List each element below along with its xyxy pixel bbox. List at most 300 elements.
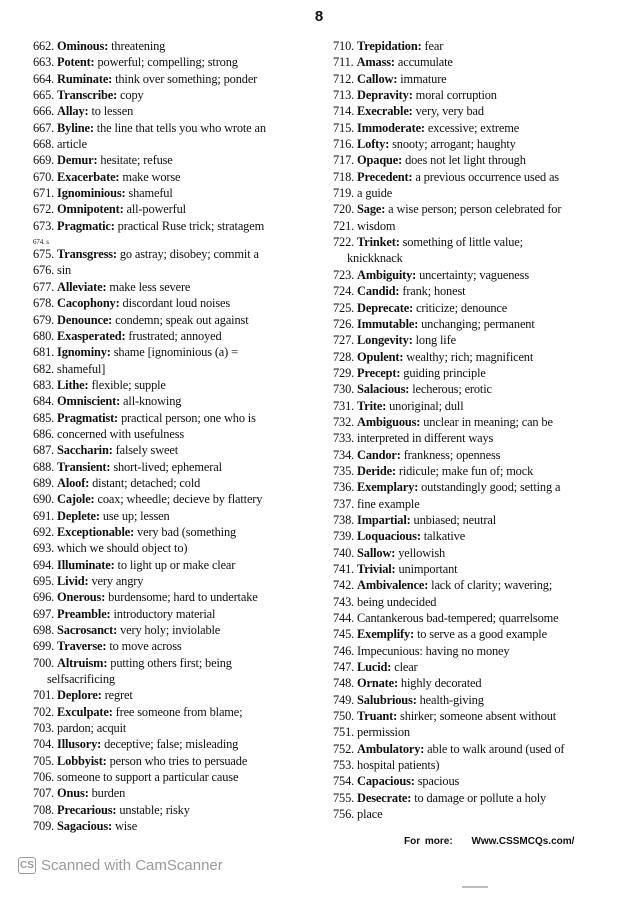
entry-number: 743.: [333, 594, 355, 609]
entry-number: 680.: [33, 328, 55, 343]
glossary-entry: [33, 459, 323, 475]
entry-definition: unbiased; neutral: [410, 512, 496, 527]
entry-term: Lucid:: [357, 660, 392, 675]
entry-definition: distant; detached; cold: [89, 475, 201, 490]
entry-number: 679.: [33, 312, 55, 327]
entry-definition: moral corruption: [412, 88, 497, 103]
entry-term: Altruism:: [57, 655, 108, 670]
entry-definition: s: [46, 238, 49, 247]
entry-definition: falsely sweet: [112, 443, 179, 458]
entry-term: Exceptionable:: [57, 524, 135, 539]
glossary-entry: [33, 295, 323, 311]
glossary-entry: [333, 300, 623, 316]
glossary-entry: [33, 736, 323, 752]
entry-number: 712.: [333, 71, 355, 86]
glossary-entry: [333, 430, 623, 446]
entry-number: 694.: [33, 557, 55, 572]
entry-term: Allay:: [57, 104, 89, 119]
entry-term: Trivial:: [357, 562, 396, 576]
entry-definition: yellowish: [395, 545, 446, 560]
glossary-entry: [333, 626, 623, 642]
glossary-entry: [333, 790, 623, 806]
entry-definition: unchanging; permanent: [418, 316, 535, 331]
entry-term: Illuminate:: [57, 557, 115, 572]
glossary-entry: [33, 655, 323, 671]
entry-number: 705.: [33, 753, 55, 768]
entry-term: Lobbyist:: [57, 753, 107, 768]
entry-term: Amass:: [356, 55, 395, 70]
glossary-entry: [333, 528, 623, 544]
entry-definition: excessive; extreme: [424, 120, 520, 135]
entry-number: 706.: [33, 770, 55, 785]
entry-term: Longevity:: [357, 333, 413, 348]
entry-definition: putting others first; being: [107, 655, 232, 670]
entry-number: 737.: [333, 496, 355, 511]
entry-number: 720.: [333, 202, 355, 217]
entry-definition: to move across: [106, 639, 182, 654]
entry-definition: very holy; inviolable: [117, 623, 221, 638]
entry-number: 714.: [333, 104, 355, 119]
entry-definition: to serve as a good example: [414, 627, 547, 642]
glossary-entry: [333, 71, 623, 87]
entry-number: 670.: [33, 169, 55, 184]
entry-definition: criticize; denounce: [413, 300, 508, 315]
entry-definition: threatening: [108, 39, 166, 53]
entry-definition: shame [ignominious (a) =: [110, 345, 238, 360]
camscanner-watermark: [18, 857, 223, 874]
entry-definition: to damage or pollute a holy: [411, 790, 547, 805]
entry-term: Exacerbate:: [57, 169, 120, 184]
glossary-entry: [33, 622, 323, 638]
entry-term: Ominous:: [57, 39, 109, 53]
glossary-entry: [33, 38, 323, 54]
entry-number: 667.: [33, 120, 55, 135]
glossary-entry: [33, 802, 323, 818]
glossary-entry: [33, 589, 323, 605]
entry-term: Omniscient:: [57, 394, 121, 409]
entry-definition: selfsacrificing: [47, 672, 115, 687]
entry-number: 736.: [333, 480, 355, 495]
glossary-entry: [33, 136, 323, 152]
glossary-entry: [33, 393, 323, 409]
entry-definition: fine example: [357, 496, 420, 511]
entry-number: 672.: [33, 202, 55, 217]
glossary-entry: [33, 54, 323, 70]
glossary-entry: [33, 785, 323, 801]
glossary-entry: [333, 659, 623, 675]
entry-number: 738.: [333, 512, 355, 527]
glossary-entry: [33, 361, 323, 377]
glossary-entry: [33, 234, 323, 246]
entry-number: 708.: [33, 802, 55, 817]
entry-term: Ignominious:: [57, 186, 126, 201]
glossary-entry: [33, 344, 323, 360]
entry-term: Loquacious:: [357, 529, 421, 544]
glossary-entry: [33, 769, 323, 785]
entry-number: 751.: [333, 725, 355, 740]
entry-number: 662.: [33, 39, 55, 53]
entry-number: 735.: [333, 463, 355, 478]
glossary-entry: [33, 557, 323, 573]
glossary-entry: [33, 720, 323, 736]
entry-definition: burden: [88, 786, 126, 801]
entry-number: 691.: [33, 508, 55, 523]
entry-number: 685.: [33, 410, 55, 425]
glossary-entry: [33, 704, 323, 720]
glossary-entry: [333, 577, 623, 593]
entry-definition: very bad (something: [134, 524, 237, 539]
entry-term: Exculpate:: [57, 704, 113, 719]
entry-definition: lack of clarity; wavering;: [428, 578, 553, 593]
entry-term: Denounce:: [57, 312, 113, 327]
entry-number: 693.: [33, 541, 55, 556]
entry-definition: ridicule; make fun of; mock: [395, 463, 534, 478]
entry-number: 703.: [33, 721, 55, 736]
entry-number: 715.: [333, 120, 355, 135]
entry-term: Ambivalence:: [357, 578, 429, 593]
glossary-entry: [333, 87, 623, 103]
glossary-entry: [33, 279, 323, 295]
glossary-entry: [333, 561, 623, 577]
glossary-entry: [333, 610, 623, 626]
entry-number: 723.: [333, 267, 355, 282]
glossary-entry: [333, 136, 623, 152]
entry-number: 711.: [333, 55, 354, 70]
entry-term: Livid:: [57, 574, 89, 588]
entry-definition: all-knowing: [120, 394, 182, 409]
entry-definition: permission: [357, 725, 410, 740]
entry-number: 700.: [33, 655, 55, 670]
entry-definition: knickknack: [347, 251, 403, 266]
entry-term: Aloof:: [57, 475, 90, 490]
entry-number: 739.: [333, 529, 355, 544]
glossary-entry: [33, 152, 323, 168]
entry-number: 749.: [333, 692, 355, 707]
entry-number: 718.: [333, 169, 355, 184]
glossary-entry: [33, 185, 323, 201]
entry-definition: shirker; someone absent without: [397, 709, 557, 724]
glossary-entry: [33, 753, 323, 769]
entry-number: 734.: [333, 447, 355, 462]
glossary-entry: [33, 671, 323, 687]
glossary-entry: [333, 398, 623, 414]
entry-number: 698.: [33, 623, 55, 638]
entry-number: 716.: [333, 137, 355, 152]
glossary-entry: [33, 87, 323, 103]
glossary-entry: [333, 103, 623, 119]
entry-term: Trepidation:: [357, 39, 422, 53]
entry-definition: uncertainty; vagueness: [416, 267, 529, 282]
entry-term: Deplore:: [57, 688, 102, 703]
entry-term: Preamble:: [57, 606, 111, 621]
entry-term: Ignominy:: [57, 345, 111, 360]
entry-number: 744.: [333, 611, 355, 626]
entry-term: Byline:: [57, 120, 94, 135]
entry-term: Deplete:: [57, 508, 100, 523]
entry-term: Alleviate:: [57, 279, 107, 294]
entry-term: Deride:: [357, 463, 396, 478]
entry-definition: something of little value;: [399, 235, 523, 250]
entry-number: 752.: [333, 741, 355, 756]
entry-number: 725.: [333, 300, 355, 315]
entry-term: Lithe:: [57, 377, 89, 392]
entry-definition: immature: [397, 71, 447, 86]
entry-definition: accumulate: [394, 55, 453, 70]
entry-definition: Cantankerous bad-tempered; quarrelsome: [357, 611, 559, 626]
entry-number: 717.: [333, 153, 355, 168]
glossary-entry: [333, 250, 623, 266]
entry-number: 724.: [333, 284, 355, 299]
glossary-entry: [333, 496, 623, 512]
entry-definition: outstandingly good; setting a: [418, 480, 561, 495]
entry-term: Capacious:: [357, 774, 415, 789]
entry-number: 686.: [33, 426, 55, 441]
entry-definition: frank; honest: [399, 284, 466, 299]
entry-term: Sage:: [357, 202, 386, 217]
entry-definition: Impecunious: having no money: [357, 643, 510, 658]
entry-term: Exemplify:: [357, 627, 415, 642]
entry-term: Demur:: [57, 153, 98, 168]
entry-number: 753.: [333, 758, 355, 773]
glossary-entry: [333, 594, 623, 610]
glossary-entry: [33, 426, 323, 442]
entry-number: 673.: [33, 218, 55, 233]
left-column: [33, 38, 323, 835]
entry-definition: to lessen: [88, 104, 134, 119]
glossary-entry: [333, 169, 623, 185]
entry-definition: shameful: [125, 186, 173, 201]
entry-number: 699.: [33, 639, 55, 654]
entry-definition: hospital patients): [357, 758, 440, 773]
entry-definition: concerned with usefulness: [57, 426, 185, 441]
glossary-entry: [33, 573, 323, 589]
glossary-entry: [333, 741, 623, 757]
glossary-entry: [33, 491, 323, 507]
entry-term: Sallow:: [357, 545, 396, 560]
entry-term: Trite:: [357, 398, 387, 413]
glossary-entry: [33, 377, 323, 393]
entry-number: 747.: [333, 660, 355, 675]
watermark-text: Scanned with CamScanner: [41, 857, 223, 874]
entry-definition: wisdom: [357, 218, 396, 233]
glossary-entry: [333, 757, 623, 773]
entry-definition: condemn; speak out against: [112, 312, 249, 327]
entry-number: 748.: [333, 676, 355, 691]
entry-number: 666.: [33, 104, 55, 119]
entry-term: Transcribe:: [57, 88, 118, 103]
entry-definition: highly decorated: [397, 676, 482, 691]
entry-number: 690.: [33, 492, 55, 507]
glossary-entry: [333, 185, 623, 201]
entry-number: 669.: [33, 153, 55, 168]
glossary-entry: [33, 201, 323, 217]
entry-number: 676.: [33, 263, 55, 278]
entry-number: 729.: [333, 365, 355, 380]
glossary-entry: [333, 365, 623, 381]
entry-definition: person who tries to persuade: [106, 753, 248, 768]
glossary-entry: [333, 218, 623, 234]
entry-definition: very angry: [88, 574, 144, 588]
entry-term: Deprecate:: [357, 300, 414, 315]
entry-definition: pardon; acquit: [57, 721, 127, 736]
page-number: 8: [314, 8, 324, 25]
entry-term: Trinket:: [357, 235, 400, 250]
entry-definition: to light up or make clear: [114, 557, 236, 572]
entry-number: 726.: [333, 316, 355, 331]
glossary-entry: [333, 643, 623, 659]
entry-definition: a guide: [357, 186, 393, 201]
entry-term: Transgress:: [57, 247, 117, 262]
entry-definition: free someone from blame;: [112, 704, 243, 719]
glossary-entry: [33, 103, 323, 119]
entry-definition: make less severe: [106, 279, 191, 294]
entry-number: 675.: [33, 247, 55, 262]
glossary-entry: [33, 818, 323, 834]
entry-term: Immutable:: [357, 316, 419, 331]
entry-definition: all-powerful: [123, 202, 186, 217]
entry-term: Sacrosanct:: [57, 623, 118, 638]
entry-definition: flexible; supple: [88, 377, 166, 392]
entry-term: Potent:: [57, 55, 95, 70]
entry-number: 663.: [33, 55, 55, 70]
entry-number: 682.: [33, 361, 55, 376]
glossary-entry: [33, 169, 323, 185]
glossary-entry: [333, 54, 623, 70]
footer-label: For more:: [404, 836, 453, 847]
entry-term: Desecrate:: [357, 790, 412, 805]
entry-term: Callow:: [357, 71, 398, 86]
glossary-entry: [333, 724, 623, 740]
entry-number: 692.: [33, 524, 55, 539]
glossary-entry: [33, 312, 323, 328]
entry-term: Depravity:: [357, 88, 413, 103]
entry-term: Precept:: [357, 365, 401, 380]
footer-url[interactable]: Www.CSSMCQs.com/: [471, 836, 575, 847]
glossary-entry: [33, 410, 323, 426]
entry-number: 713.: [333, 88, 355, 103]
entry-definition: fear: [421, 39, 444, 53]
entry-number: 668.: [33, 137, 55, 152]
entry-definition: place: [357, 807, 383, 822]
entry-term: Immoderate:: [357, 120, 425, 135]
entry-number: 683.: [33, 377, 55, 392]
entry-definition: shameful]: [57, 361, 106, 376]
entry-number: 721.: [333, 218, 355, 233]
entry-definition: able to walk around (used of: [424, 741, 565, 756]
entry-number: 742.: [333, 578, 355, 593]
entry-definition: hesitate; refuse: [97, 153, 173, 168]
entry-term: Ambiguous:: [357, 414, 421, 429]
entry-definition: short-lived; ephemeral: [110, 459, 222, 474]
entry-term: Ambiguity:: [357, 267, 417, 282]
entry-term: Ambulatory:: [357, 741, 425, 756]
entry-definition: unclear in meaning; can be: [420, 414, 553, 429]
entry-number: 741.: [333, 562, 355, 576]
glossary-entry: [33, 442, 323, 458]
entry-number: 697.: [33, 606, 55, 621]
entry-number: 664.: [33, 71, 55, 86]
entry-definition: sin: [57, 263, 72, 278]
entry-definition: burdensome; hard to undertake: [105, 590, 258, 605]
entry-definition: the line that tells you who wrote an: [93, 120, 266, 135]
entry-definition: spacious: [414, 774, 460, 789]
glossary-entry: [333, 773, 623, 789]
entry-number: 733.: [333, 431, 355, 446]
glossary-entry: [33, 328, 323, 344]
entry-definition: frankness; openness: [400, 447, 501, 462]
entry-term: Illusory:: [57, 737, 102, 752]
entry-definition: coax; wheedle; decieve by flattery: [94, 492, 263, 507]
entry-definition: a wise person; person celebrated for: [385, 202, 562, 217]
glossary-entry: [333, 283, 623, 299]
entry-definition: copy: [117, 88, 144, 103]
entry-number: 701.: [33, 688, 55, 703]
cs-logo-icon: CS: [18, 857, 36, 874]
glossary-entry: [333, 447, 623, 463]
entry-term: Saccharin:: [57, 443, 113, 458]
entry-number: 719.: [333, 186, 355, 201]
entry-definition: which we should object to): [57, 541, 188, 556]
entry-definition: does not let light through: [402, 153, 526, 168]
entry-term: Cajole:: [57, 492, 95, 507]
entry-definition: lecherous; erotic: [409, 382, 492, 397]
entry-number: 745.: [333, 627, 355, 642]
entry-definition: unstable; risky: [116, 802, 190, 817]
entry-number: 665.: [33, 88, 55, 103]
entry-definition: wise: [112, 819, 138, 834]
entry-term: Candor:: [357, 447, 401, 462]
entry-definition: interpreted in different ways: [357, 431, 494, 446]
entry-term: Omnipotent:: [57, 202, 124, 217]
glossary-entry: [333, 692, 623, 708]
entry-definition: practical Ruse trick; stratagem: [114, 218, 265, 233]
entry-number: 731.: [333, 398, 355, 413]
entry-term: Exasperated:: [57, 328, 126, 343]
entry-number: 740.: [333, 545, 355, 560]
entry-definition: unoriginal; dull: [386, 398, 464, 413]
entry-number: 750.: [333, 709, 355, 724]
entry-number: 707.: [33, 786, 55, 801]
glossary-entry: [333, 267, 623, 283]
entry-term: Precarious:: [57, 802, 117, 817]
glossary-entry: [33, 687, 323, 703]
glossary-entry: [333, 316, 623, 332]
entry-number: 709.: [33, 819, 55, 834]
entry-term: Onerous:: [57, 590, 106, 605]
entry-term: Ruminate:: [57, 71, 113, 86]
entry-number: 689.: [33, 475, 55, 490]
entry-number: 695.: [33, 574, 55, 588]
entry-definition: make worse: [119, 169, 181, 184]
glossary-entry: [333, 545, 623, 561]
entry-definition: introductory material: [110, 606, 216, 621]
glossary-entry: [333, 708, 623, 724]
entry-term: Truant:: [357, 709, 398, 724]
entry-number: 681.: [33, 345, 55, 360]
entry-term: Pragmatist:: [57, 410, 119, 425]
glossary-entry: [33, 524, 323, 540]
entry-number: 746.: [333, 643, 355, 658]
entry-definition: guiding principle: [400, 365, 486, 380]
entry-number: 756.: [333, 807, 355, 822]
entry-number: 755.: [333, 790, 355, 805]
glossary-entry: [333, 675, 623, 691]
glossary-entry: [33, 246, 323, 262]
glossary-entry: [33, 508, 323, 524]
glossary-entry: [333, 479, 623, 495]
entry-term: Lofty:: [357, 137, 390, 152]
entry-term: Onus:: [57, 786, 89, 801]
